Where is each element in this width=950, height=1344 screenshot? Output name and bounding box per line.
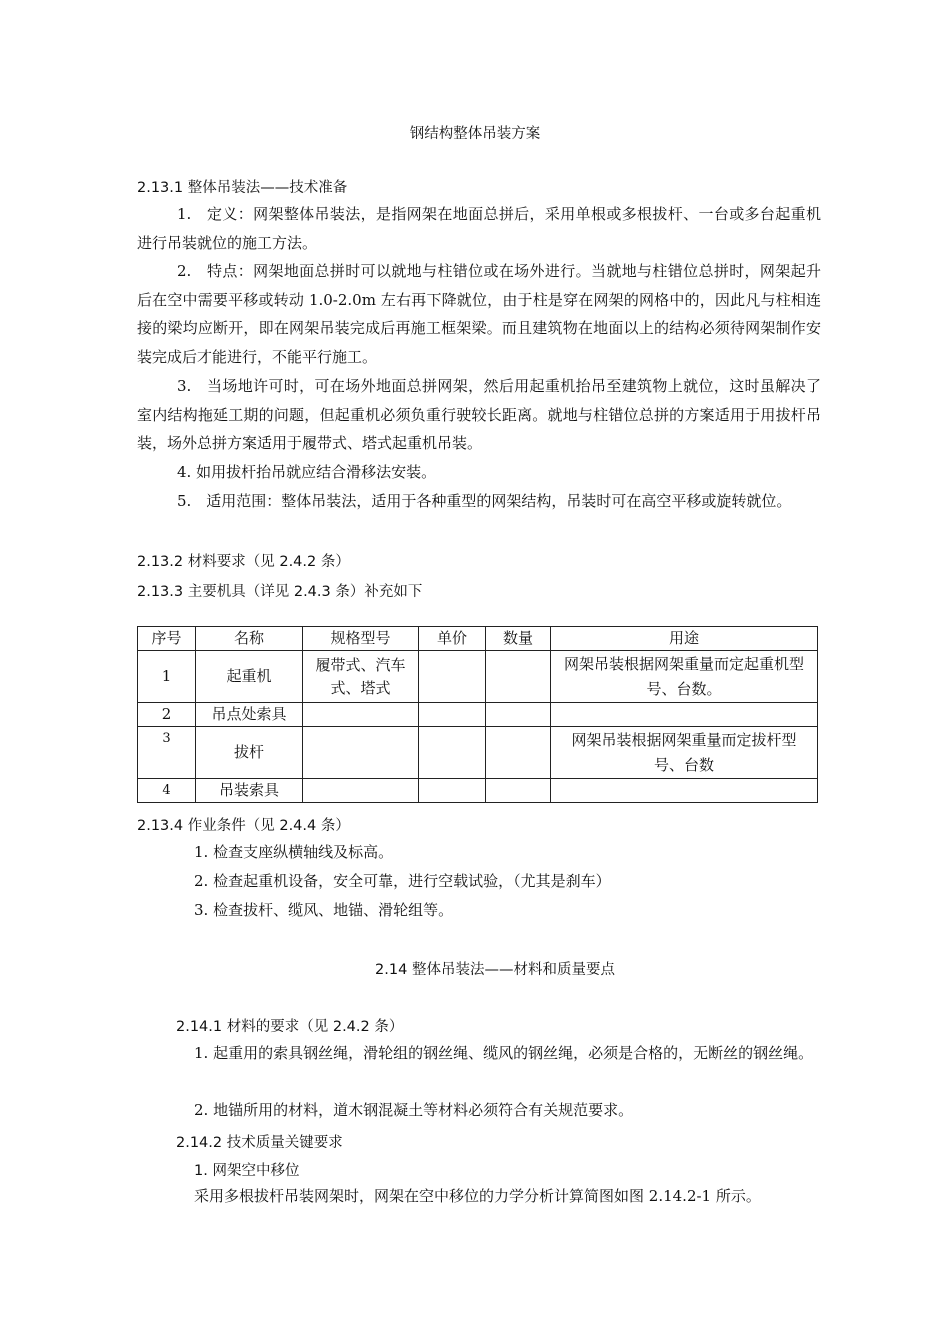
paragraph-rigging-material xyxy=(137,1039,821,1068)
column-header: 用途 xyxy=(551,627,818,651)
section-heading-2-13-1: 2.13.1 整体吊装法——技术准备 xyxy=(137,180,348,196)
section-heading-2-13-4: 2.13.4 作业条件（见 2.4.4 条） xyxy=(137,818,350,834)
table-cell: 吊装索具 xyxy=(196,779,303,803)
table-row xyxy=(138,727,818,779)
table-cell xyxy=(419,727,486,779)
table-header-row xyxy=(138,627,818,651)
table-cell xyxy=(551,779,818,803)
column-header: 数量 xyxy=(486,627,551,651)
paragraph-text: 4. 如用拔杆抬吊就应结合滑移法安装。 xyxy=(177,463,437,481)
table-cell xyxy=(551,703,818,727)
table-cell: 3 xyxy=(138,727,196,779)
section-heading-2-14-2: 2.14.2 技术质量关键要求 xyxy=(176,1135,343,1151)
table-cell: 起重机 xyxy=(196,651,303,703)
section-heading-2-13-2: 2.13.2 材料要求（见 2.4.2 条） xyxy=(137,554,350,570)
table-cell xyxy=(303,779,419,803)
equipment-table xyxy=(137,626,818,803)
paragraph-definition xyxy=(137,200,821,257)
paragraph-site-assembly xyxy=(137,372,821,458)
column-header: 序号 xyxy=(138,627,196,651)
table-cell: 网架吊装根据网架重量而定起重机型号、台数。 xyxy=(551,651,818,703)
table-cell xyxy=(486,703,551,727)
table-cell xyxy=(303,703,419,727)
table-row xyxy=(138,651,818,703)
column-header: 单价 xyxy=(419,627,486,651)
paragraph-text: 1. 定义：网架整体吊装法，是指网架在地面总拼后，采用单根或多根拔杆、一台或多台起重机进行吊装就位的施工方法。 xyxy=(137,205,821,252)
column-header: 名称 xyxy=(196,627,303,651)
table-cell xyxy=(419,779,486,803)
table-cell: 吊点处索具 xyxy=(196,703,303,727)
column-header: 规格型号 xyxy=(303,627,419,651)
table-cell: 2 xyxy=(138,703,196,727)
table-cell: 履带式、汽车式、塔式 xyxy=(303,651,419,703)
list-item: 1. 检查支座纵横轴线及标高。 xyxy=(194,843,394,861)
table-row xyxy=(138,779,818,803)
table-cell: 拔杆 xyxy=(196,727,303,779)
list-item: 2. 地锚所用的材料，道木钢混凝土等材料必须符合有关规范要求。 xyxy=(194,1101,634,1119)
table-cell: 4 xyxy=(138,779,196,803)
table-cell xyxy=(486,651,551,703)
section-heading-2-14: 2.14 整体吊装法——材料和质量要点 xyxy=(375,962,615,978)
paragraph-text: 2. 特点：网架地面总拼时可以就地与柱错位或在场外进行。当就地与柱错位总拼时，网架起升后在空中需要平移或转动 1.0-2.0m 左右再下降就位，由于柱是穿在网架的网格中的，因此凡与柱相连接的梁均应断开，即在网架吊装完成后再施工框架梁。而且建筑物在地面以上的结构必须待网架制作安装完成后才能进行，不能平行施工。 xyxy=(137,262,821,366)
table-cell: 网架吊装根据网架重量而定拔杆型号、台数 xyxy=(551,727,818,779)
table-cell: 1 xyxy=(138,651,196,703)
table-cell xyxy=(303,727,419,779)
paragraph-features xyxy=(137,257,821,371)
list-item: 2. 检查起重机设备，安全可靠，进行空载试验，（尤其是刹车） xyxy=(194,872,611,890)
paragraph-text: 3. 当场地许可时，可在场外地面总拼网架，然后用起重机抬吊至建筑物上就位，这时虽解决了室内结构拖延工期的问题，但起重机必须负重行驶较长距离。就地与柱错位总拼的方案适用于用拔杆吊装，场外总拼方案适用于履带式、塔式起重机吊装。 xyxy=(137,377,821,452)
document-title: 钢结构整体吊装方案 xyxy=(409,126,541,142)
section-heading-2-14-1: 2.14.1 材料的要求（见 2.4.2 条） xyxy=(176,1019,404,1035)
table-cell xyxy=(486,727,551,779)
subsection-heading: 1. 网架空中移位 xyxy=(194,1163,300,1179)
paragraph-pole-lifting xyxy=(137,458,821,487)
paragraph-scope xyxy=(137,487,821,516)
table-cell xyxy=(486,779,551,803)
table-cell xyxy=(419,651,486,703)
section-heading-2-13-3: 2.13.3 主要机具（详见 2.4.3 条）补充如下 xyxy=(137,584,423,600)
table-cell xyxy=(419,703,486,727)
paragraph-text: 1. 起重用的索具钢丝绳，滑轮组的钢丝绳、缆风的钢丝绳，必须是合格的，无断丝的钢丝绳。 xyxy=(194,1044,814,1062)
paragraph-text: 5. 适用范围：整体吊装法，适用于各种重型的网架结构，吊装时可在高空平移或旋转就位。 xyxy=(177,492,792,510)
paragraph-air-movement: 采用多根拔杆吊装网架时，网架在空中移位的力学分析计算简图如图 2.14.2-1 所示。 xyxy=(194,1187,761,1205)
list-item: 3. 检查拔杆、缆风、地锚、滑轮组等。 xyxy=(194,901,454,919)
table-row xyxy=(138,703,818,727)
